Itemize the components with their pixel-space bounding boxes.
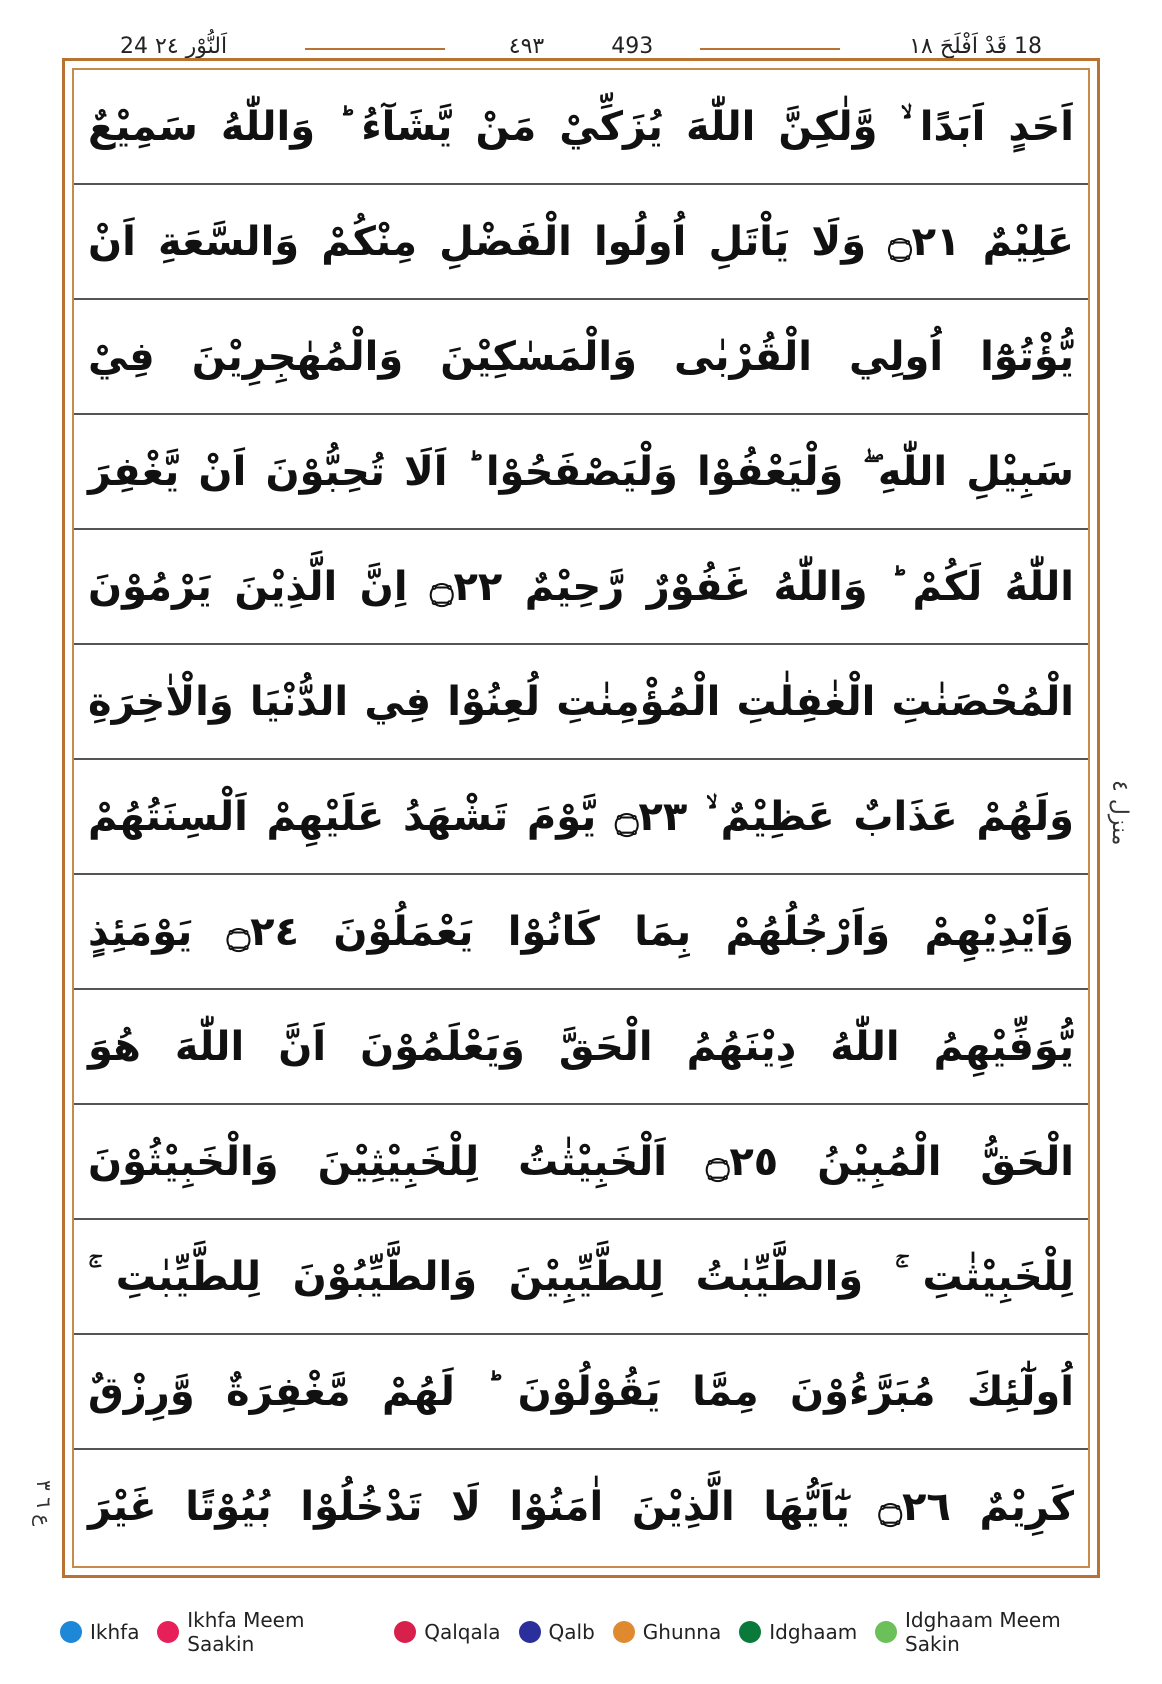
legend-item-ghunna xyxy=(613,1620,721,1644)
qalqala-color-dot xyxy=(394,1621,416,1643)
idghaam-meem-sakin-color-dot xyxy=(875,1621,897,1643)
legend-label: Ikhfa xyxy=(90,1620,140,1644)
legend-label: Ikhfa Meem Saakin xyxy=(187,1608,305,1656)
tajweed-legend xyxy=(60,1608,1120,1656)
text-line: الْحَقُّ الْمُبِيْنُ ۝٢٥ اَلْخَبِيْثٰتُ لِلْخَبِيْثِيْنَ وَالْخَبِيْثُوْنَ xyxy=(74,1105,1088,1220)
page-number-arabic: ٤٩٣ xyxy=(508,34,545,59)
quran-text-block xyxy=(74,70,1088,1566)
surah-name: 24 اَلنُّوْر ٢٤ xyxy=(120,34,228,59)
text-line: وَاَيْدِيْهِمْ وَاَرْجُلُهُمْ بِمَا كَانُوْا يَعْمَلُوْنَ ۝٢٤ يَوْمَئِذٍ xyxy=(74,875,1088,990)
legend-label: Qalb xyxy=(548,1620,595,1644)
manzil-marker: منزل ٤ xyxy=(1107,780,1132,846)
header-divider xyxy=(700,48,840,50)
text-line: اَحَدٍ اَبَدًا ۙ وَّلٰكِنَّ اللّٰهَ يُزَكِّيْ مَنْ يَّشَآءُ ؕ وَاللّٰهُ سَمِيْعٌ xyxy=(74,70,1088,185)
text-line: اللّٰهُ لَكُمْ ؕ وَاللّٰهُ غَفُوْرٌ رَّحِيْمٌ ۝٢٢ اِنَّ الَّذِيْنَ يَرْمُوْنَ xyxy=(74,530,1088,645)
legend-item-qalb xyxy=(519,1620,595,1644)
legend-item-ikhfa-meem-saakin xyxy=(157,1608,376,1656)
ghunna-color-dot xyxy=(613,1621,635,1643)
text-line: وَلَهُمْ عَذَابٌ عَظِيْمٌ ۙ ۝٢٣ يَّوْمَ تَشْهَدُ عَلَيْهِمْ اَلْسِنَتُهُمْ xyxy=(74,760,1088,875)
legend-item-qalqala xyxy=(394,1620,500,1644)
text-line: يُّؤْتُوْٓا اُولِي الْقُرْبٰى وَالْمَسٰكِيْنَ وَالْمُهٰجِرِيْنَ فِيْ xyxy=(74,300,1088,415)
ikhfa-color-dot xyxy=(60,1621,82,1643)
legend-item-ikhfa xyxy=(60,1620,139,1644)
ikhfa-meem-saakin-color-dot xyxy=(157,1621,179,1643)
ruku-marker: ع ٦ ٣ xyxy=(32,1480,56,1527)
legend-label: Idghaam xyxy=(769,1620,858,1644)
text-line: سَبِيْلِ اللّٰهِ ۖ وَلْيَعْفُوْا وَلْيَصْفَحُوْا ؕ اَلَا تُحِبُّوْنَ اَنْ يَّغْفِرَ xyxy=(74,415,1088,530)
legend-item-idghaam-meem-sakin xyxy=(875,1608,1120,1656)
legend-label: Qalqala xyxy=(424,1620,501,1644)
text-line: عَلِيْمٌ ۝٢١ وَلَا يَاْتَلِ اُولُوا الْفَضْلِ مِنْكُمْ وَالسَّعَةِ اَنْ xyxy=(74,185,1088,300)
legend-label: Idghaam Meem Sakin xyxy=(905,1608,1061,1656)
text-line: اُولٰٓئِكَ مُبَرَّءُوْنَ مِمَّا يَقُوْلُوْنَ ؕ لَهُمْ مَّغْفِرَةٌ وَّرِزْقٌ xyxy=(74,1335,1088,1450)
legend-label: Ghunna xyxy=(642,1620,722,1644)
text-line: لِلْخَبِيْثٰتِ ۚ وَالطَّيِّبٰتُ لِلطَّيِّبِيْنَ وَالطَّيِّبُوْنَ لِلطَّيِّبٰتِ ۚ xyxy=(74,1220,1088,1335)
text-line: الْمُحْصَنٰتِ الْغٰفِلٰتِ الْمُؤْمِنٰتِ لُعِنُوْا فِي الدُّنْيَا وَالْاٰخِرَةِ xyxy=(74,645,1088,760)
text-line: يُّوَفِّيْهِمُ اللّٰهُ دِيْنَهُمُ الْحَقَّ وَيَعْلَمُوْنَ اَنَّ اللّٰهَ هُوَ xyxy=(74,990,1088,1105)
idghaam-color-dot xyxy=(739,1621,761,1643)
text-line: كَرِيْمٌ ۝٢٦ يٰٓاَيُّهَا الَّذِيْنَ اٰمَنُوْا لَا تَدْخُلُوْا بُيُوْتًا غَيْرَ xyxy=(88,1484,1074,1530)
qalb-color-dot xyxy=(519,1621,541,1643)
page-number: 493 xyxy=(611,34,654,59)
legend-item-idghaam xyxy=(739,1620,857,1644)
juz-name: 18 قَدْ اَفْلَحَ ١٨ xyxy=(909,34,1042,59)
